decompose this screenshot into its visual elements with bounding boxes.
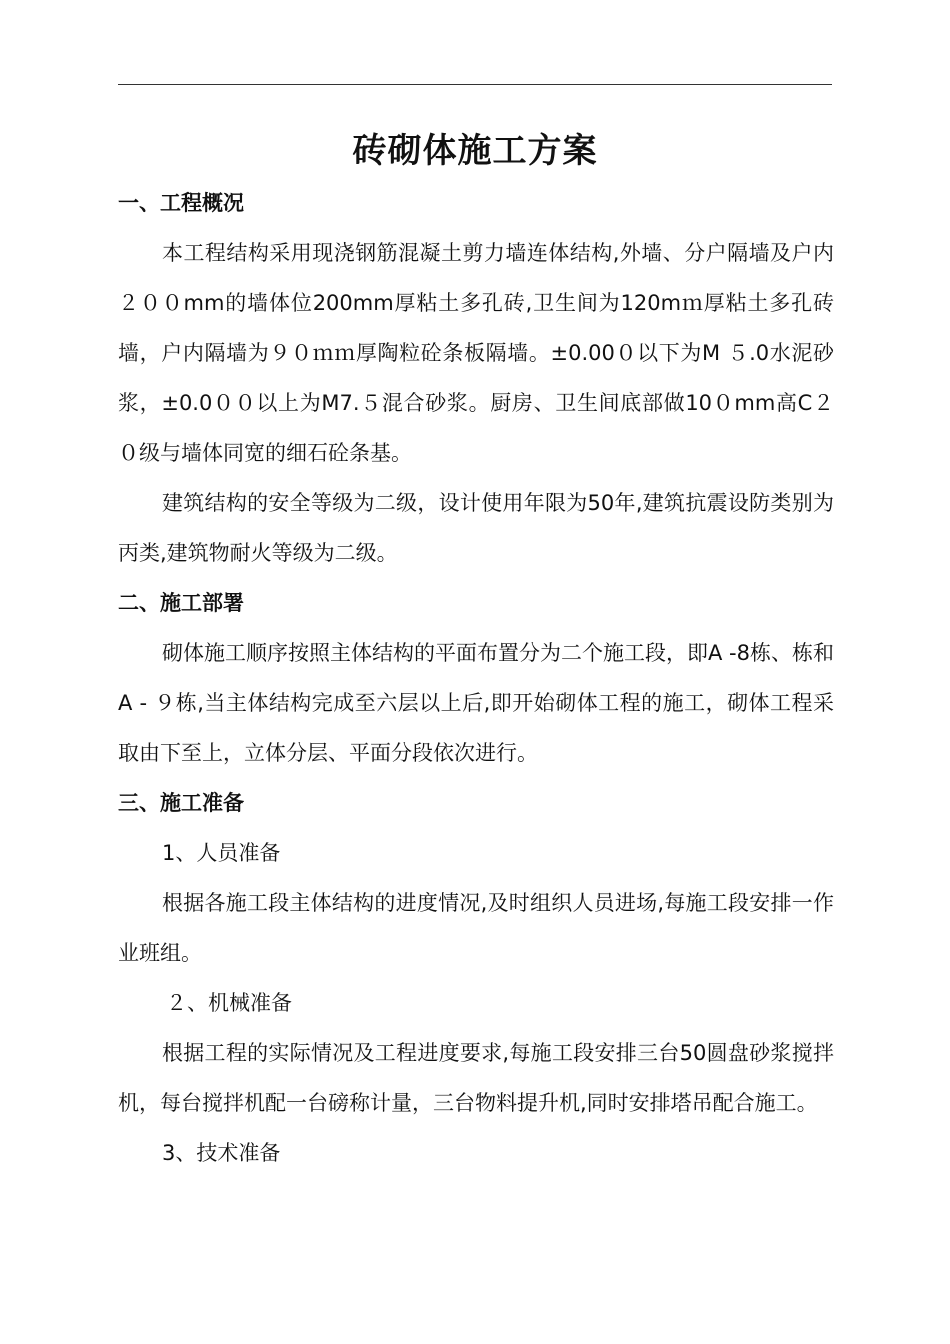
paragraph-safety-grade: 建筑结构的安全等级为二级，设计使用年限为50年,建筑抗震设防类别为丙类,建筑物耐火等级为二级。 <box>118 491 834 565</box>
section-heading-deployment: 二、施工部署 <box>118 591 244 615</box>
paragraph-machinery: 根据工程的实际情况及工程进度要求,每施工段安排三台50圆盘砂浆搅拌机，每台搅拌机配一台磅称计量，三台物料提升机,同时安排塔吊配合施工。 <box>118 1041 834 1115</box>
subheading-personnel: 1、人员准备 <box>162 841 281 865</box>
subheading-machinery: ２、机械准备 <box>166 991 292 1015</box>
paragraph-personnel: 根据各施工段主体结构的进度情况,及时组织人员进场,每施工段安排一作业班组。 <box>118 891 834 965</box>
document-body <box>118 178 834 1178</box>
paragraph-sequence: 砌体施工顺序按照主体结构的平面布置分为二个施工段，即A -8栋、栋和A - ９栋,当主体结构完成至六层以上后,即开始砌体工程的施工，砌体工程采取由下至上，立体分层、平面分段依次进行。 <box>118 641 834 765</box>
paragraph-structure: 本工程结构采用现浇钢筋混凝土剪力墙连体结构,外墙、分户隔墙及户内２００mm的墙体位200mm厚粘土多孔砖,卫生间为120mｍ厚粘土多孔砖墙，户内隔墙为９０ｍｍ厚陶粒砼条板隔墙。±0.00０以下为M ５.0水泥砂浆，±0.0００以上为M7.５混合砂浆。厨房、卫生间底部做10０mm高C２０级与墙体同宽的细石砼条基。 <box>118 241 834 465</box>
section-heading-preparation: 三、施工准备 <box>118 791 244 815</box>
document-title: 砖砌体施工方案 <box>352 131 598 171</box>
subheading-technical: 3、技术准备 <box>162 1141 281 1165</box>
header-rule <box>118 84 832 85</box>
section-heading-overview: 一、工程概况 <box>118 191 244 215</box>
